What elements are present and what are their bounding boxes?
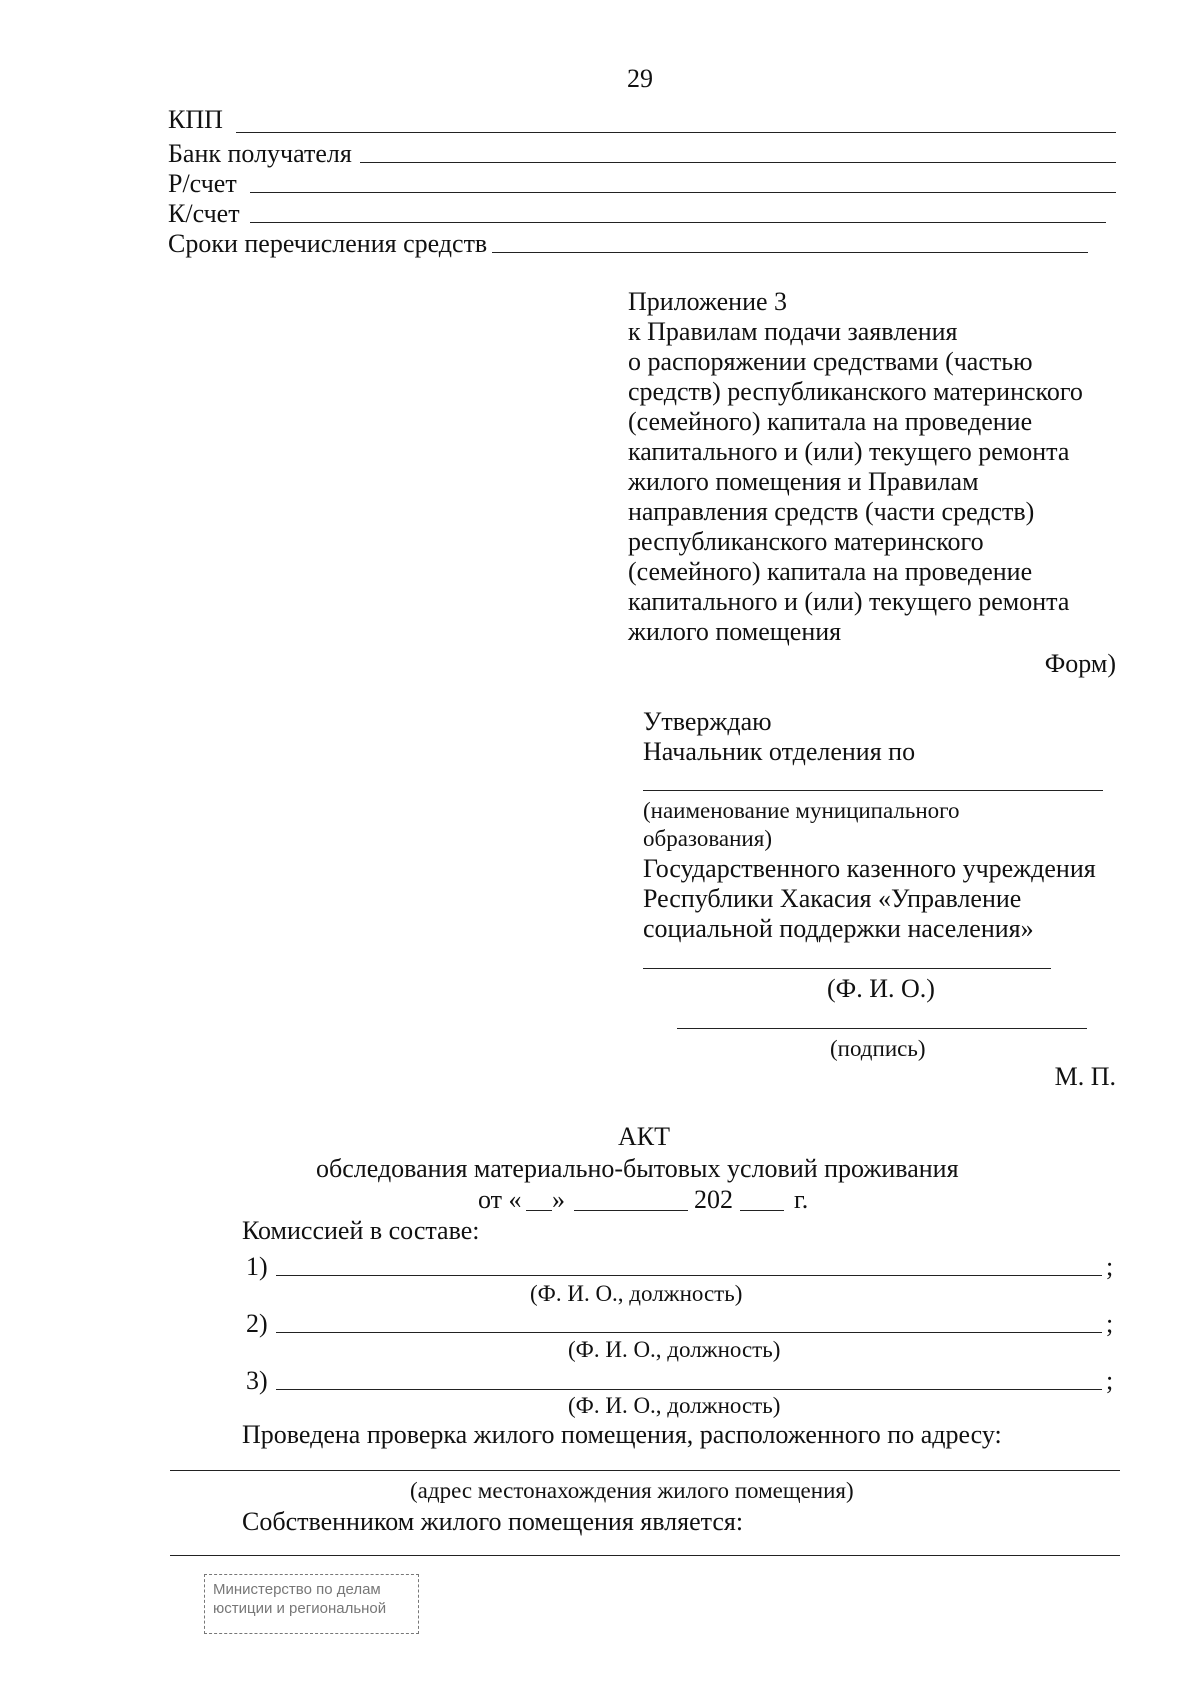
seal-label: М. П. — [1054, 1062, 1116, 1091]
commission-label: Комиссией в составе: — [242, 1216, 480, 1245]
signature-line — [677, 1028, 1087, 1029]
appendix-line: Приложение 3 — [628, 287, 788, 316]
fio-line — [643, 968, 1051, 969]
transfer-terms-label: Сроки перечисления средств — [168, 229, 488, 258]
appendix-line: (семейного) капитала на проведение — [628, 407, 1033, 436]
transfer-terms-line — [492, 252, 1088, 253]
owner-text: Собственником жилого помещения является: — [242, 1507, 744, 1536]
appendix-line: (семейного) капитала на проведение — [628, 557, 1033, 586]
bank-line — [360, 162, 1116, 163]
approve-label: Утверждаю — [643, 707, 772, 736]
member-line — [276, 1275, 1102, 1276]
address-line — [170, 1470, 1120, 1471]
bank-label: Банк получателя — [168, 139, 352, 168]
member-hint: (Ф. И. О., должность) — [568, 1393, 781, 1418]
institution-line: социальной поддержки населения» — [643, 914, 1034, 943]
act-subtitle: обследования материально-бытовых условий проживания — [316, 1154, 959, 1183]
date-day-line — [526, 1210, 552, 1211]
stamp-line: Министерство по делам — [213, 1581, 381, 1598]
appendix-line: жилого помещения и Правилам — [628, 467, 979, 496]
member-end: ; — [1106, 1252, 1114, 1281]
appendix-line: средств) республиканского материнского — [628, 377, 1083, 406]
corr-account-line — [250, 222, 1106, 223]
kpp-label: КПП — [168, 105, 223, 134]
appendix-line: направления средств (части средств) — [628, 497, 1035, 526]
member-number: 2) — [246, 1309, 268, 1338]
date-g: г. — [794, 1185, 809, 1214]
member-number: 1) — [246, 1252, 268, 1281]
kpp-line — [236, 132, 1116, 133]
appendix-line: республиканского материнского — [628, 527, 984, 556]
inspection-text: Проведена проверка жилого помещения, расположенного по адресу: — [242, 1420, 1002, 1449]
signature-hint: (подпись) — [830, 1036, 926, 1061]
corr-account-label: К/счет — [168, 199, 240, 228]
member-end: ; — [1106, 1309, 1114, 1338]
fio-hint: (Ф. И. О.) — [827, 974, 935, 1003]
institution-line: Государственного казенного учреждения — [643, 854, 1096, 883]
date-quote-close: » — [552, 1185, 565, 1214]
date-prefix: от « — [478, 1185, 522, 1214]
municipality-line — [643, 790, 1103, 791]
account-label: Р/счет — [168, 169, 237, 198]
date-year-line — [740, 1210, 784, 1211]
member-hint: (Ф. И. О., должность) — [530, 1281, 743, 1306]
page-number: 29 — [627, 64, 653, 93]
date-year: 202 — [694, 1185, 733, 1214]
stamp-line: юстиции и региональной — [213, 1599, 387, 1617]
member-end: ; — [1106, 1366, 1114, 1395]
member-number: 3) — [246, 1366, 268, 1395]
owner-line — [170, 1555, 1120, 1556]
account-line — [250, 192, 1116, 193]
date-month-line — [574, 1210, 688, 1211]
member-line — [276, 1389, 1102, 1390]
appendix-line: жилого помещения — [628, 617, 842, 646]
municipality-hint: образования) — [643, 826, 772, 851]
municipality-hint: (наименование муниципального — [643, 798, 960, 823]
form-label: Форм) — [1044, 649, 1116, 678]
appendix-line: о распоряжении средствами (частью — [628, 347, 1033, 376]
member-line — [276, 1332, 1102, 1333]
appendix-line: капитального и (или) текущего ремонта — [628, 587, 1070, 616]
registration-stamp — [204, 1574, 419, 1634]
member-hint: (Ф. И. О., должность) — [568, 1337, 781, 1362]
appendix-line: капитального и (или) текущего ремонта — [628, 437, 1070, 466]
institution-line: Республики Хакасия «Управление — [643, 884, 1022, 913]
head-label: Начальник отделения по — [643, 737, 916, 766]
address-hint: (адрес местонахождения жилого помещения) — [410, 1478, 854, 1503]
act-title: АКТ — [618, 1122, 670, 1151]
appendix-line: к Правилам подачи заявления — [628, 317, 958, 346]
